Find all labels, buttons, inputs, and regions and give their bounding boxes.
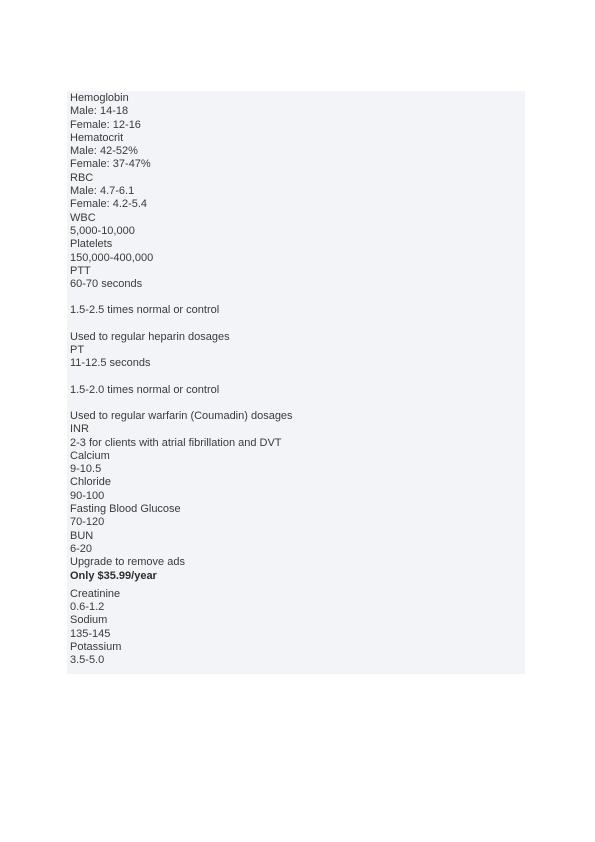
calcium-range: 9-10.5 bbox=[70, 463, 102, 476]
bun-range: 6-20 bbox=[70, 542, 93, 555]
chloride-title: Chloride bbox=[70, 476, 111, 489]
ptt-range: 60-70 seconds bbox=[70, 278, 143, 291]
chloride-range: 90-100 bbox=[70, 489, 105, 502]
rbc-female: Female: 4.2-5.4 bbox=[70, 198, 148, 211]
sodium-title: Sodium bbox=[70, 614, 108, 627]
platelets-title: Platelets bbox=[70, 238, 113, 251]
hemoglobin-title: Hemoglobin bbox=[70, 92, 129, 104]
pt-title: PT bbox=[70, 344, 85, 357]
upgrade-ad-price[interactable]: Only $35.99/year bbox=[70, 569, 157, 582]
fasting-glucose-range: 70-120 bbox=[70, 516, 105, 529]
wbc-range: 5,000-10,000 bbox=[70, 224, 135, 237]
bun-title: BUN bbox=[70, 529, 94, 542]
creatinine-range: 0.6-1.2 bbox=[70, 601, 105, 614]
upgrade-ad-text[interactable]: Upgrade to remove ads bbox=[70, 556, 185, 569]
inr-range: 2-3 for clients with atrial fibrillation and DVT bbox=[70, 436, 282, 449]
hematocrit-title: Hematocrit bbox=[70, 131, 124, 144]
hematocrit-male: Male: 42-52% bbox=[70, 145, 138, 158]
ptt-title: PTT bbox=[70, 264, 91, 277]
potassium-range: 3.5-5.0 bbox=[70, 654, 105, 667]
pt-range: 11-12.5 seconds bbox=[70, 357, 151, 370]
pt-note: Used to regular warfarin (Coumadin) dosages bbox=[70, 409, 293, 422]
inr-title: INR bbox=[70, 423, 89, 436]
platelets-range: 150,000-400,000 bbox=[70, 251, 154, 264]
ptt-therapeutic: 1.5-2.5 times normal or control bbox=[70, 304, 220, 317]
creatinine-title: Creatinine bbox=[70, 587, 121, 600]
potassium-title: Potassium bbox=[70, 640, 122, 653]
sodium-range: 135-145 bbox=[70, 627, 111, 640]
hemoglobin-male: Male: 14-18 bbox=[70, 105, 129, 118]
fasting-glucose-title: Fasting Blood Glucose bbox=[70, 503, 181, 516]
hematocrit-female: Female: 37-47% bbox=[70, 158, 151, 171]
pt-therapeutic: 1.5-2.0 times normal or control bbox=[70, 383, 220, 396]
ptt-note: Used to regular heparin dosages bbox=[70, 330, 230, 343]
hemoglobin-female: Female: 12-16 bbox=[70, 118, 141, 131]
rbc-title: RBC bbox=[70, 171, 94, 184]
lab-values-list bbox=[70, 92, 520, 668]
calcium-title: Calcium bbox=[70, 449, 110, 462]
rbc-male: Male: 4.7-6.1 bbox=[70, 185, 135, 198]
wbc-title: WBC bbox=[70, 211, 96, 224]
